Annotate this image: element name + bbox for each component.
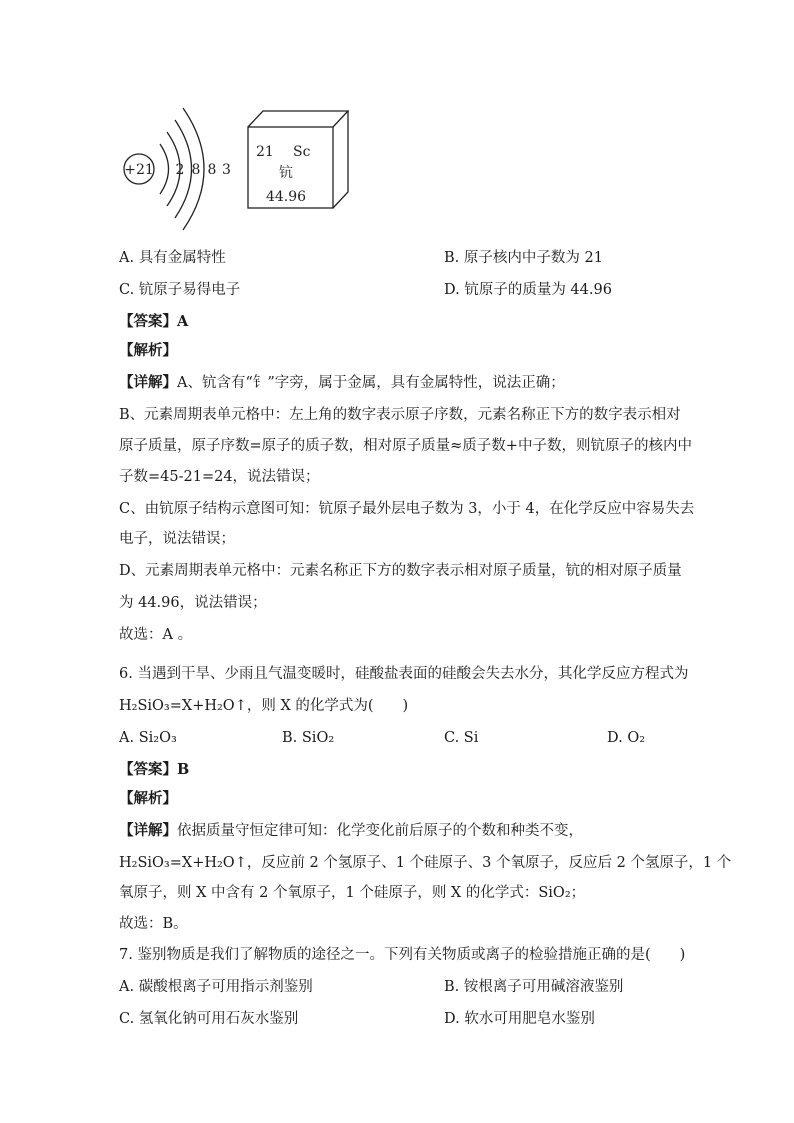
q5-option-a: A. 具有金属特性 [119,250,226,266]
shell-electrons-3: 8 [207,162,217,178]
cell-top-face [248,111,348,127]
q5-detail-line-4: 子数=45-21=24，说法错误； [119,469,320,485]
shell-electrons-1: 2 [175,162,185,178]
q6-detail-line-2: H₂SiO₃=X+H₂O↑，反应前 2 个氢原子、1 个硅原子、3 个氧原子，反应后 2 个氢原子，1 个 [119,855,732,871]
element-symbol: Sc [293,144,311,160]
q6-stem-line-2: H₂SiO₃=X+H₂O↑，则 X 的化学式为( ) [119,698,409,714]
q7-option-c: C. 氢氧化钠可用石灰水鉴别 [119,1011,299,1027]
q5-detail-line-7: D、元素周期表单元格中：元素名称正下方的数字表示相对原子质量，钪的相对原子质量 [119,563,682,579]
q6-answer: 【答案】B [119,761,190,778]
periodic-table-cell [248,111,348,208]
q6-option-c: C. Si [444,730,479,746]
electron-shell-1 [160,144,169,194]
q5-detail-line-8: 为 44.96，说法错误； [119,595,267,611]
shell-electrons-4-visible: 3 [222,162,231,178]
q7-option-a: A. 碳酸根离子可用指示剂鉴别 [119,979,313,995]
q5-option-b: B. 原子核内中子数为 21 [444,250,603,266]
q6-conclusion: 故选：B。 [119,916,188,932]
q5-detail-line-2: B、元素周期表单元格中：左上角的数字表示原子序数，元素名称正下方的数字表示相对 [119,407,681,423]
q5-detail-label: 【详解】 [119,374,177,391]
atomic-mass: 44.96 [265,189,307,205]
q7-option-d: D. 软水可用肥皂水鉴别 [444,1011,595,1027]
q6-detail-label: 【详解】 [119,822,177,839]
shell-electrons-2: 8 [191,162,201,178]
q5-option-d: D. 钪原子的质量为 44.96 [444,282,612,298]
q6-option-b: B. SiO₂ [282,730,335,746]
q6-option-a: A. Si₂O₃ [119,730,177,746]
q6-analysis-heading: 【解析】 [119,790,177,807]
scandium-figure [115,100,365,235]
q5-detail-line-5: C、由钪原子结构示意图可知：钪原子最外层电子数为 3，小于 4，在化学反应中容易失去 [119,501,695,517]
figure-svg [115,100,365,235]
q5-detail-line-3: 原子质量，原子序数=原子的质子数，相对原子质量≈质子数+中子数，则钪原子的核内中 [119,438,692,454]
atomic-number: 21 [256,144,274,160]
element-name: 钪 [279,165,293,181]
q7-option-b: B. 铵根离子可用碱溶液鉴别 [444,979,624,995]
q6-detail-line-1 [119,821,583,841]
q5-conclusion: 故选：A 。 [119,627,193,643]
q5-option-c: C. 钪原子易得电子 [119,282,241,298]
atomic-structure-diagram [124,108,231,230]
nucleus-charge: +21 [124,162,154,178]
q5-detail-line-6: 电子，说法错误； [119,531,235,547]
q5-detail-line-1 [119,373,565,393]
q5-detail-text-1: A、钪含有“钅”字旁，属于金属，具有金属特性，说法正确； [177,375,565,391]
q6-detail-line-3: 氧原子，则 X 中含有 2 个氧原子，1 个硅原子，则 X 的化学式：SiO₂； [119,885,586,901]
q5-analysis-heading: 【解析】 [119,342,177,359]
q5-answer: 【答案】A [119,313,189,330]
q7-stem: 7. 鉴别物质是我们了解物质的途径之一。下列有关物质或离子的检验措施正确的是( ) [119,947,686,963]
q6-detail-text-1: 依据质量守恒定律可知：化学变化前后原子的个数和种类不变， [177,823,583,839]
q6-stem-line-1: 6. 当遇到干旱、少雨且气温变暖时，硅酸盐表面的硅酸会失去水分，其化学反应方程式为 [119,666,689,682]
q6-option-d: D. O₂ [607,730,646,746]
